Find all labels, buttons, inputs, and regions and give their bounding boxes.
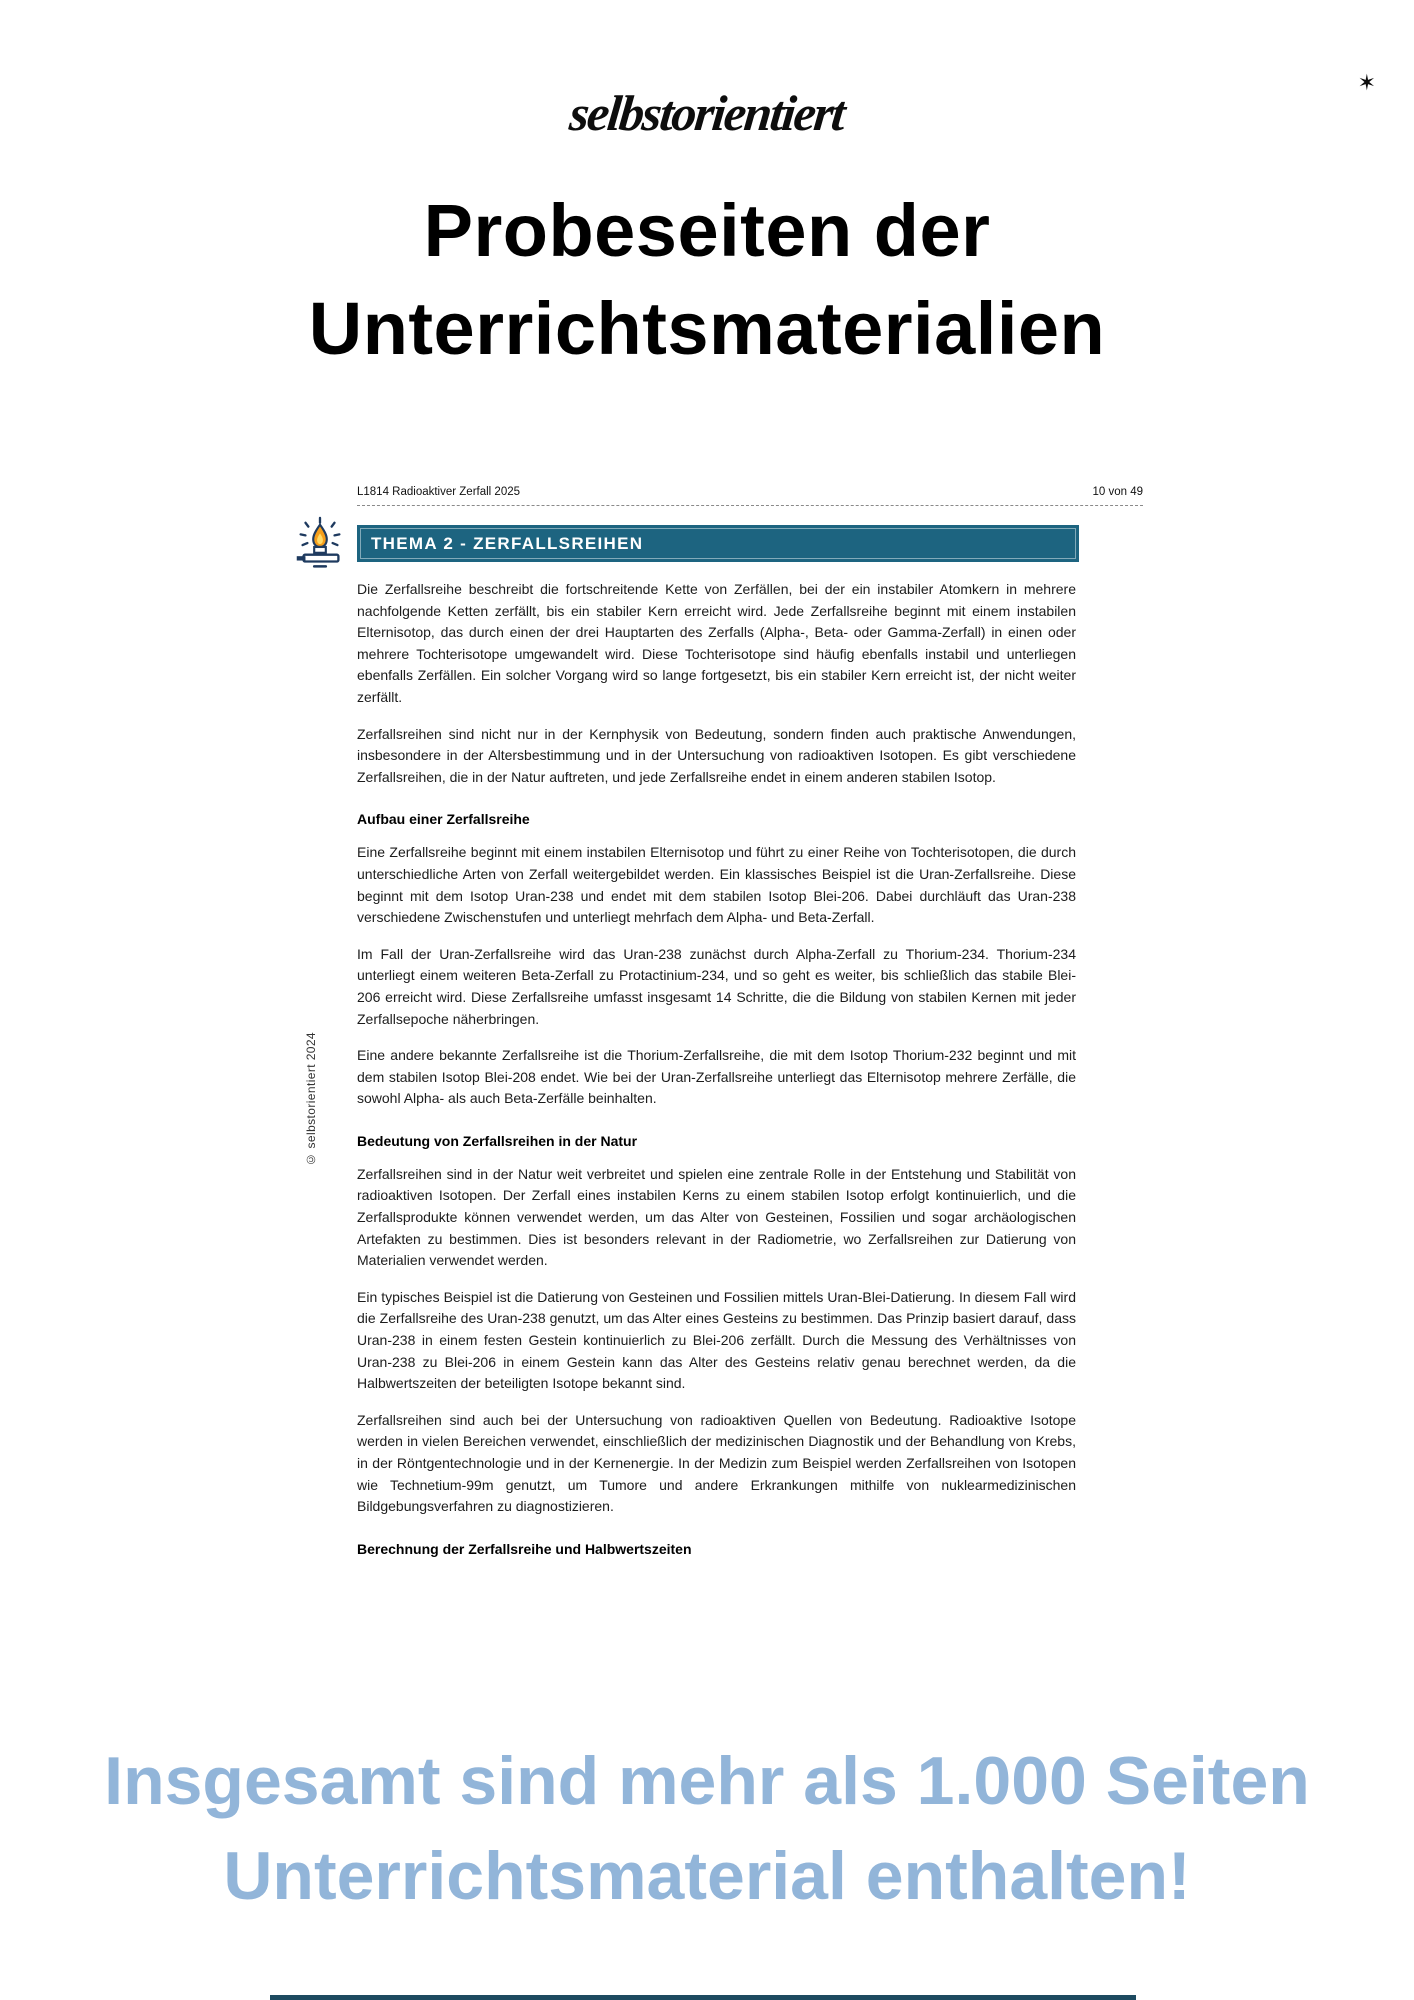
section-heading: Bedeutung von Zerfallsreihen in der Natur bbox=[357, 1132, 638, 1149]
worksheet-body bbox=[357, 579, 1076, 1557]
paragraph: Eine Zerfallsreihe beginnt mit einem instabilen Elternisotop und führt zu einer Reihe von Tochterisotopen, die durch unterschiedliche Arten von Zerfall weitergebildet werden. Ein klassisches Beispiel ist die Uran-Zerfallsreihe. Diese beginnt mit dem Isotop Uran-238 und endet mit dem stabilen Isotop Blei-206. Dabei durchläuft das Uran-238 verschiedene Zwischenstufen und unterliegt mehrfach dem Alpha- und Beta-Zerfall. bbox=[357, 844, 1076, 926]
next-page-topic-bar-edge bbox=[270, 1995, 1136, 2000]
candle-icon bbox=[289, 515, 351, 577]
section-heading: Aufbau einer Zerfallsreihe bbox=[357, 811, 530, 828]
paragraph: Zerfallsreihen sind nicht nur in der Kernphysik von Bedeutung, sondern finden auch praktische Anwendungen, insbesondere in der Altersbestimmung und in der Untersuchung von radioaktiven Isotopen. Es gibt verschiedene Zerfallsreihen, die in der Natur auftreten, und jede Zerfallsreihe endet in einem anderen stabilen Isotop. bbox=[357, 725, 1076, 785]
page-title-line2: Unterrichtsmaterialien bbox=[308, 287, 1106, 370]
worksheet-header bbox=[357, 486, 1143, 506]
worksheet-code: L1814 Radioaktiver Zerfall 2025 bbox=[357, 486, 521, 498]
paragraph: Die Zerfallsreihe beschreibt die fortschreitende Kette von Zerfällen, bei der ein instabiler Atomkern in mehrere nachfolgende Ketten zerfällt, bis ein stabiler Kern erreicht wird. Jede Zerfallsreihe beginnt mit einem instabilen Elternisotop, das durch einen der drei Hauptarten des Zerfalls (Alpha-, Beta- oder Gamma-Zerfall) in einen oder mehrere Tochterisotope umgewandelt wird. Diese Tochterisotope sind häufig ebenfalls instabil und unterliegen ebenfalls Zerfällen. Ein solcher Vorgang wird so lange fortgesetzt, bis ein stabiler Kern erreicht ist, der nicht weiter zerfällt. bbox=[357, 581, 1076, 705]
worksheet-page-indicator: 10 von 49 bbox=[1092, 486, 1143, 498]
brand-logo-text: selbstorientiert bbox=[567, 85, 847, 141]
copyright-note: © selbstorientiert 2024 bbox=[304, 1032, 318, 1167]
topic-title-bar: THEMA 2 - ZERFALLSREIHEN bbox=[357, 525, 1079, 562]
footer-claim-line2: Unterrichtsmaterial enthalten! bbox=[223, 1838, 1191, 1914]
worksheet-preview bbox=[357, 486, 1143, 1572]
footer-claim bbox=[0, 1734, 1414, 1924]
topic-header-row bbox=[357, 525, 1143, 562]
page-title-line1: Probeseiten der bbox=[423, 189, 991, 272]
paragraph: Zerfallsreihen sind auch bei der Untersuchung von radioaktiven Quellen von Bedeutung. Radioaktive Isotope werden in vielen Bereichen verwendet, einschließlich der medizinischen Diagnostik und der Behandlung von Krebs, in der Röntgentechnologie und in der Kernenergie. In der Medizin zum Beispiel werden Zerfallsreihen von Isotopen wie Technetium-99m genutzt, um Tumore und andere Erkrankungen mithilfe von nuklearmedizinischen Bildgebungsverfahren zu diagnostizieren. bbox=[357, 1411, 1076, 1515]
footer-claim-line1: Insgesamt sind mehr als 1.000 Seiten bbox=[104, 1743, 1310, 1819]
paragraph: Im Fall der Uran-Zerfallsreihe wird das Uran-238 zunächst durch Alpha-Zerfall zu Thorium-234. Thorium-234 unterliegt einem weiteren Beta-Zerfall zu Protactinium-234, und so geht es weiter, bis schließlich das stabile Blei-206 erreicht wird. Diese Zerfallsreihe umfasst insgesamt 14 Schritte, die die Bildung von stabilen Kernen mit jeder Zerfallsepoche näherbringen. bbox=[357, 945, 1076, 1027]
paragraph: Eine andere bekannte Zerfallsreihe ist die Thorium-Zerfallsreihe, die mit dem Isotop Thorium-232 beginnt und mit dem stabilen Isotop Blei-208 endet. Wie bei der Uran-Zerfallsreihe unterliegt das Elternisotop mehrere Zerfälle, die sowohl Alpha- als auch Beta-Zerfälle beinhalten. bbox=[357, 1047, 1076, 1107]
brand-logo bbox=[0, 70, 1414, 142]
section-heading: Berechnung der Zerfallsreihe und Halbwertszeiten bbox=[357, 1540, 692, 1557]
paragraph: Zerfallsreihen sind in der Natur weit verbreitet und spielen eine zentrale Rolle in der Entstehung und Stabilität von radioaktiven Isotopen. Der Zerfall eines instabilen Kerns zu einem stabilen Isotop erfolgt kontinuierlich, und die Zerfallsprodukte können verwendet werden, um das Alter von Gesteinen, Fossilien und sogar archäologischen Artefakten zu bestimmen. Dies ist besonders relevant in der Radiometrie, wo Zerfallsreihen zur Datierung von Materialien verwendet werden. bbox=[357, 1165, 1076, 1269]
page-title bbox=[0, 182, 1414, 378]
paragraph: Ein typisches Beispiel ist die Datierung von Gesteinen und Fossilien mittels Uran-Blei-Datierung. In diesem Fall wird die Zerfallsreihe des Uran-238 genutzt, um das Alter eines Gesteins zu bestimmen. Das Prinzip basiert darauf, dass Uran-238 in einem festen Gestein kontinuierlich zu Blei-206 zerfällt. Durch die Messung des Verhältnisses von Uran-238 zu Blei-206 in einem Gestein kann das Alter des Gesteins relativ genau berechnet werden, da die Halbwertszeiten der beteiligten Isotope bekannt sind. bbox=[357, 1288, 1076, 1392]
sparkle-icon: ✶ bbox=[1357, 70, 1376, 95]
